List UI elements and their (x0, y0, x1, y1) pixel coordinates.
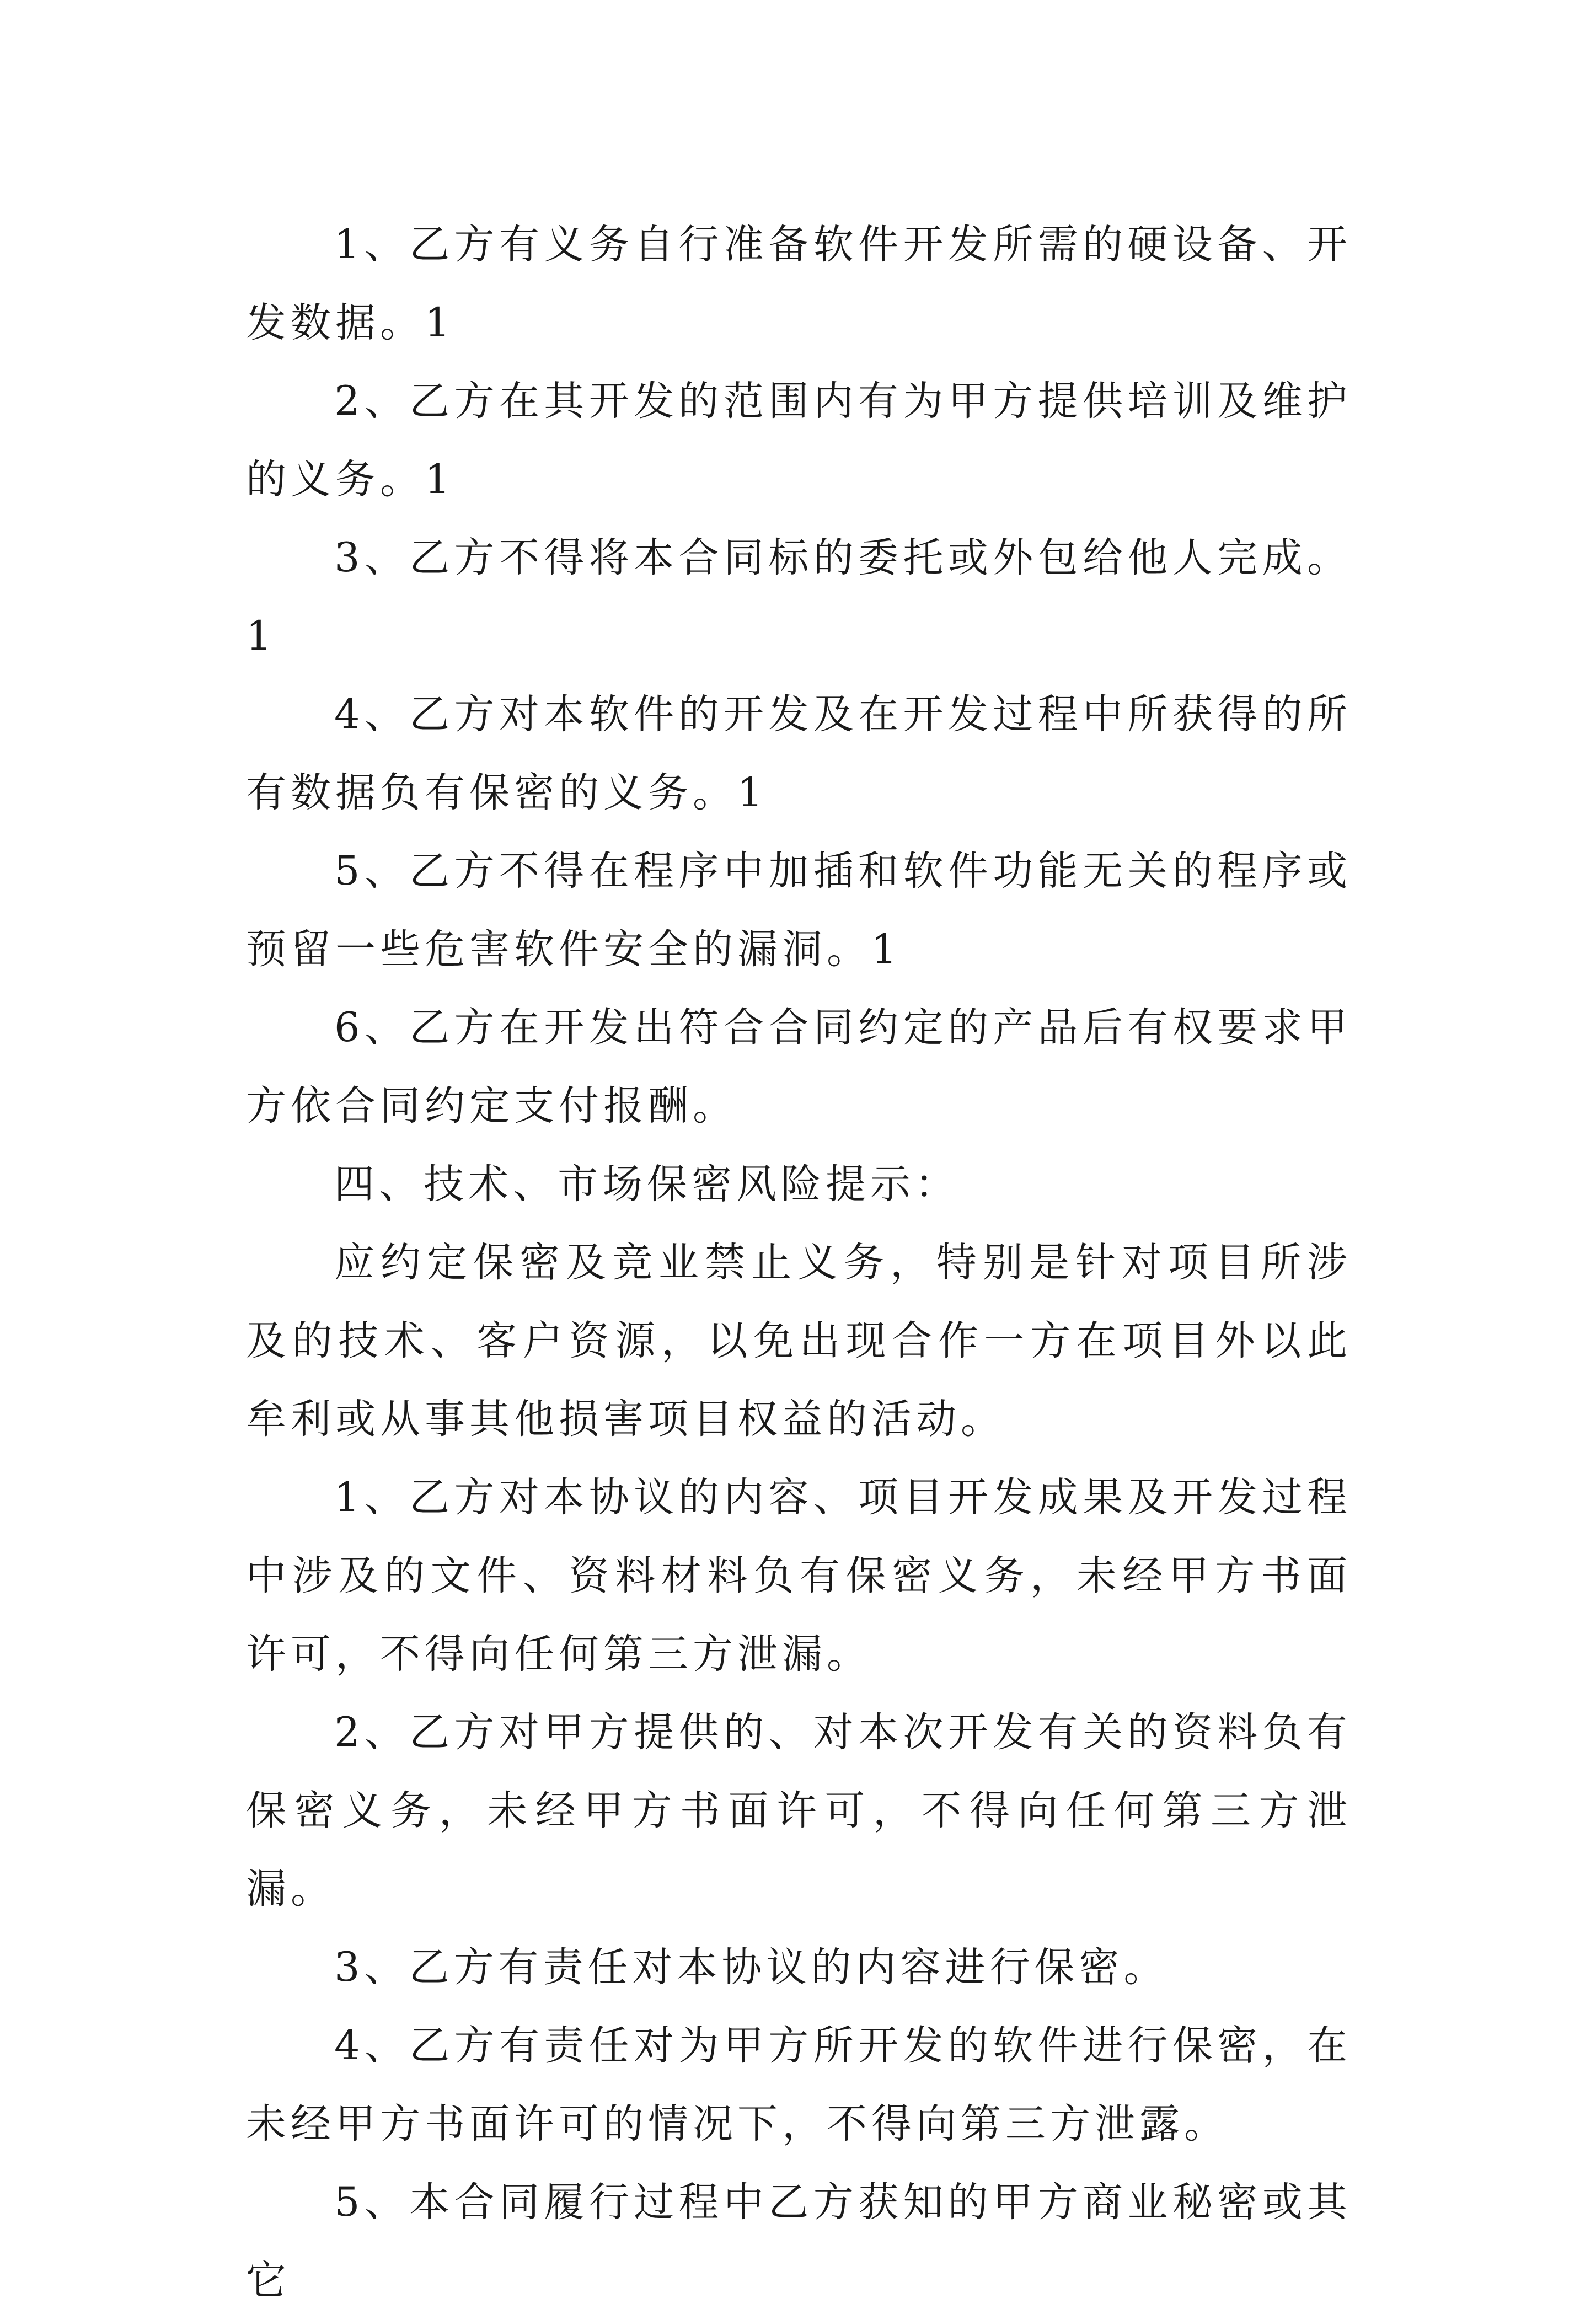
paragraph-obligation-1: 1、乙方有义务自行准备软件开发所需的硬设备、开发数据。1 (246, 221, 1352, 346)
paragraph-confidentiality-1: 1、乙方对本协议的内容、项目开发成果及开发过程中涉及的文件、资料材料负有保密义务，未经甲方书面许可，不得向任何第三方泄漏。 (246, 1474, 1352, 1678)
paragraph-obligation-6: 6、乙方在开发出符合合同约定的产品后有权要求甲方依合同约定支付报酬。 (246, 1004, 1352, 1129)
paragraph-confidentiality-3: 3、乙方有责任对本协议的内容进行保密。 (334, 1944, 1169, 1991)
paragraph-confidentiality-4: 4、乙方有责任对为甲方所开发的软件进行保密，在未经甲方书面许可的情况下，不得向第三方泄露。 (246, 2022, 1352, 2147)
paragraph-confidentiality-2: 2、乙方对甲方提供的、对本次开发有关的资料负有保密义务，未经甲方书面许可，不得向任何第三方泄漏。 (246, 1709, 1352, 1912)
paragraph-obligation-2: 2、乙方在其开发的范围内有为甲方提供培训及维护的义务。1 (246, 378, 1352, 503)
document-page (246, 206, 1352, 2304)
paragraph-confidentiality-intro: 应约定保密及竞业禁止义务，特别是针对项目所涉及的技术、客户资源，以免出现合作一方在项目外以此牟利或从事其他损害项目权益的活动。 (246, 1239, 1352, 1443)
paragraph-obligation-5: 5、乙方不得在程序中加插和软件功能无关的程序或预留一些危害软件安全的漏洞。1 (246, 848, 1352, 973)
paragraph-obligation-3: 3、乙方不得将本合同标的委托或外包给他人完成。1 (246, 534, 1352, 660)
paragraph-confidentiality-5: 5、本合同履行过程中乙方获知的甲方商业秘密或其它 (246, 2179, 1352, 2304)
paragraph-obligation-4: 4、乙方对本软件的开发及在开发过程中所获得的所有数据负有保密的义务。1 (246, 691, 1352, 816)
section-heading-confidentiality-risk: 四、技术、市场保密风险提示： (334, 1161, 960, 1208)
